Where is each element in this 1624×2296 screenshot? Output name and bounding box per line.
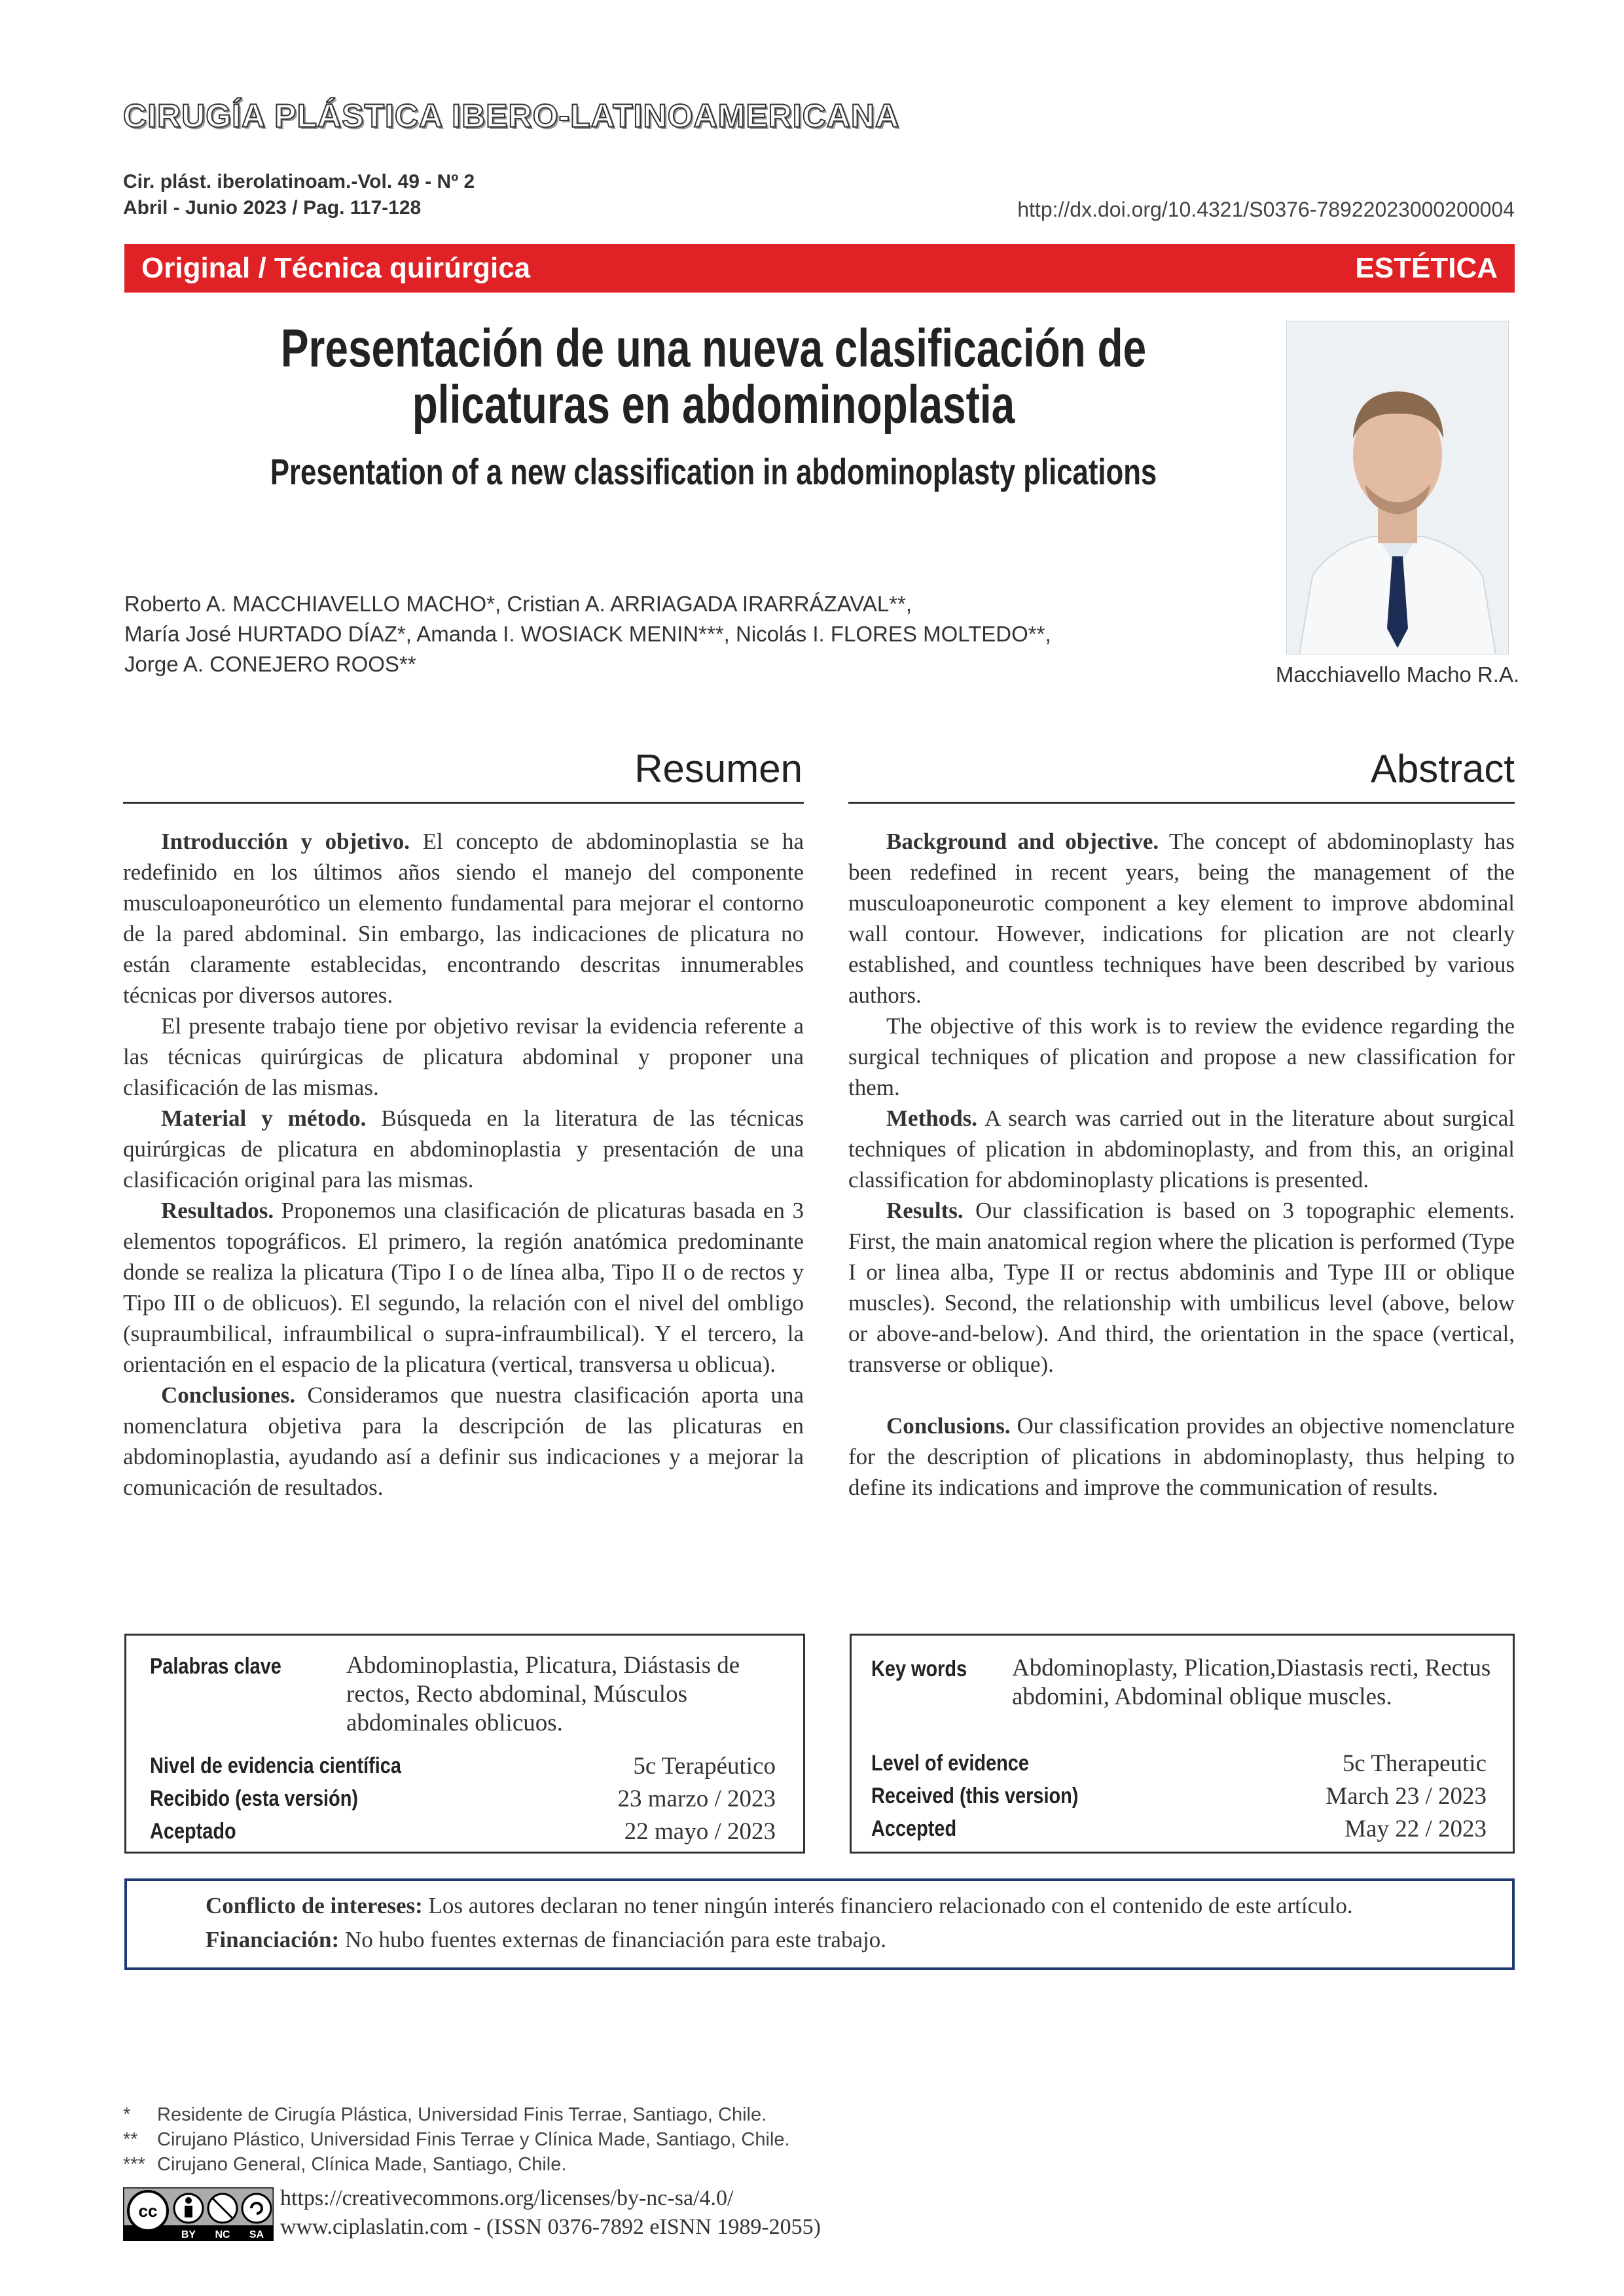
- sa-text: SA: [249, 2229, 264, 2240]
- cc-badge-icon: [123, 2187, 274, 2241]
- abstract-paragraph: Conclusions. Our classification provides an objective nomenclature for the description of plications in abdominoplasty, thus helping to define its indications and improve the communication of results.: [848, 1413, 1515, 1500]
- cc-license-badge[interactable]: [123, 2187, 274, 2241]
- resumen-paragraph: Material y método. Búsqueda en la literatura de las técnicas quirúrgicas de plicatura en abdominoplastia y presentación de una clasificación original para las mismas.: [123, 1105, 804, 1193]
- evidence-label: Nivel de evidencia científica: [150, 1753, 401, 1778]
- journal-name: CIRUGÍA PLÁSTICA IBERO-LATINOAMERICANA: [123, 98, 900, 134]
- issue-line: Abril - Junio 2023 / Pag. 117-128: [123, 197, 422, 219]
- title-line-2: plicaturas en abdominoplastia: [412, 375, 1015, 435]
- evidence-value: 5c Terapéutico: [633, 1753, 776, 1780]
- author-photo: [1286, 321, 1509, 655]
- keywords-box-en: [850, 1634, 1515, 1854]
- paragraph-label: Resultados.: [161, 1198, 274, 1223]
- author-photo-image: [1286, 321, 1509, 655]
- author-list: [124, 589, 1051, 679]
- paragraph-label: Results.: [886, 1198, 964, 1223]
- resumen-paragraph: Resultados. Proponemos una clasificación de plicaturas basada en 3 elementos topográficos. El primero, la región anatómica predominante donde se realiza la plicatura (Tipo I o de línea alba, Tipo II o de rectos y Tipo III o de oblicuos). El segundo, la relación con el nivel del ombligo (supraumbilical, infraumbilical o supra-infraumbilical). Y el tercero, la orientación en el espacio de la plicatura (vertical, transversa u oblicua).: [123, 1198, 804, 1377]
- keywords-label: Palabras clave: [150, 1654, 281, 1679]
- paragraph-label: Methods.: [886, 1105, 978, 1131]
- received-value: 23 marzo / 2023: [617, 1785, 776, 1812]
- funding-label: Financiación:: [206, 1927, 340, 1952]
- doi-link[interactable]: http://dx.doi.org/10.4321/S0376-78922023000200004: [1017, 198, 1515, 221]
- abstract-paragraph: Results. Our classification is based on 3 topographic elements. First, the main anatomical region where the plication is performed (Type I or linea alba, Type II or rectus abdominis and Type III or oblique muscles). Second, the relationship with umbilicus level (above, below or above-and-below). And third, the orientation in the space (vertical, transverse or oblique).: [848, 1198, 1515, 1377]
- photo-caption: Macchiavello Macho R.A.: [1275, 662, 1520, 687]
- keywords-text: Abdominoplastia, Plicatura, Diástasis de rectos, Recto abdominal, Músculos abdominales oblicuos.: [346, 1652, 740, 1736]
- volume-line: Cir. plást. iberolatinoam.-Vol. 49 - Nº 2: [123, 171, 475, 192]
- by-text: BY: [181, 2229, 196, 2240]
- nc-text: NC: [215, 2229, 230, 2240]
- footnote: *** Cirujano General, Clínica Made, Santiago, Chile.: [123, 2154, 567, 2175]
- abstract-body: [848, 826, 1515, 1503]
- conflict-label: Conflicto de intereses:: [206, 1893, 423, 1918]
- paragraph-label: Material y método.: [161, 1105, 367, 1131]
- category-label: ESTÉTICA: [1355, 252, 1498, 284]
- section-banner: [124, 244, 1515, 293]
- conflict-box: [124, 1878, 1515, 1970]
- cc-text: cc: [138, 2201, 158, 2221]
- footnote: ** Cirujano Plástico, Universidad Finis Terrae y Clínica Made, Santiago, Chile.: [123, 2129, 790, 2150]
- resumen-rule: [123, 802, 804, 804]
- authors-line: María José HURTADO DÍAZ*, Amanda I. WOSIACK MENIN***, Nicolás I. FLORES MOLTEDO**,: [124, 622, 1051, 646]
- accepted-value: May 22 / 2023: [1344, 1816, 1487, 1842]
- funding-line: Financiación: No hubo fuentes externas de financiación para este trabajo.: [206, 1927, 886, 1952]
- keywords-text: Abdominoplasty, Plication,Diastasis recti, Rectus abdomini, Abdominal oblique muscles.: [1012, 1655, 1491, 1710]
- authors-line: Roberto A. MACCHIAVELLO MACHO*, Cristian A. ARRIAGADA IRARRÁZAVAL**,: [124, 592, 912, 616]
- abstract-heading: Abstract: [1370, 747, 1515, 791]
- site-issn[interactable]: www.ciplaslatin.com - (ISSN 0376-7892 eISNN 1989-2055): [280, 2215, 821, 2239]
- received-label: Recibido (esta versión): [150, 1786, 358, 1811]
- received-label: Received (this version): [871, 1784, 1079, 1808]
- received-value: March 23 / 2023: [1326, 1783, 1487, 1810]
- article-title-en: Presentation of a new classification in abdominoplasty plications: [270, 451, 1157, 492]
- evidence-value: 5c Therapeutic: [1342, 1750, 1487, 1777]
- resumen-body: [123, 826, 804, 1503]
- keywords-box-es: [124, 1634, 805, 1854]
- paragraph-label: Background and objective.: [886, 829, 1159, 854]
- accepted-label: Accepted: [871, 1816, 957, 1841]
- paragraph-label: Conclusions.: [886, 1413, 1011, 1439]
- article-title-es: [259, 321, 1168, 433]
- authors-line: Jorge A. CONEJERO ROOS**: [124, 652, 416, 676]
- license-url[interactable]: https://creativecommons.org/licenses/by-nc-sa/4.0/: [280, 2186, 734, 2210]
- volume-info: [123, 169, 475, 221]
- abstract-rule: [848, 802, 1515, 804]
- keywords-label: Key words: [871, 1657, 967, 1681]
- paragraph-label: Conclusiones.: [161, 1382, 296, 1408]
- abstract-paragraph: Methods. A search was carried out in the literature about surgical techniques of plication in abdominoplasty, and from this, an original classification for abdominoplasty plications is presented.: [848, 1105, 1515, 1193]
- resumen-paragraph: El presente trabajo tiene por objetivo revisar la evidencia referente a las técnicas quirúrgicas de plicatura abdominal y proponer una clasificación de las mismas.: [123, 1013, 804, 1100]
- section-label: Original / Técnica quirúrgica: [141, 252, 531, 284]
- evidence-label: Level of evidence: [871, 1751, 1029, 1776]
- resumen-heading: Resumen: [634, 747, 803, 791]
- abstract-paragraph: The objective of this work is to review the evidence regarding the surgical techniques of plication and propose a new classification for them.: [848, 1013, 1515, 1100]
- paragraph-label: Introducción y objetivo.: [161, 829, 410, 854]
- conflict-line: Conflicto de intereses: Los autores declaran no tener ningún interés financiero relacionado con el contenido de este artículo.: [206, 1893, 1353, 1918]
- title-line-1: Presentación de una nueva clasificación de: [280, 319, 1147, 378]
- accepted-value: 22 mayo / 2023: [624, 1818, 776, 1845]
- resumen-paragraph: Conclusiones. Consideramos que nuestra clasificación aporta una nomenclatura objetiva para la descripción de las plicaturas en abdominoplastia, ayudando así a definir sus indicaciones y a mejorar la comunicación de resultados.: [123, 1382, 804, 1500]
- abstract-paragraph: Background and objective. The concept of abdominoplasty has been redefined in recent years, being the management of the musculoaponeurotic component a key element to improve abdominal wall contour. However, indications for plication are not clearly established, and countless techniques have been described by various authors.: [848, 829, 1515, 1008]
- accepted-label: Aceptado: [150, 1819, 236, 1844]
- resumen-paragraph: Introducción y objetivo. El concepto de abdominoplastia se ha redefinido en los últimos años siendo el manejo del componente musculoaponeurótico un elemento fundamental para mejorar el contorno de la pared abdominal. Sin embargo, las indicaciones de plicatura no están claramente establecidas, encontrando descritas innumerables técnicas por diversos autores.: [123, 829, 804, 1008]
- footnote: * Residente de Cirugía Plástica, Universidad Finis Terrae, Santiago, Chile.: [123, 2104, 767, 2125]
